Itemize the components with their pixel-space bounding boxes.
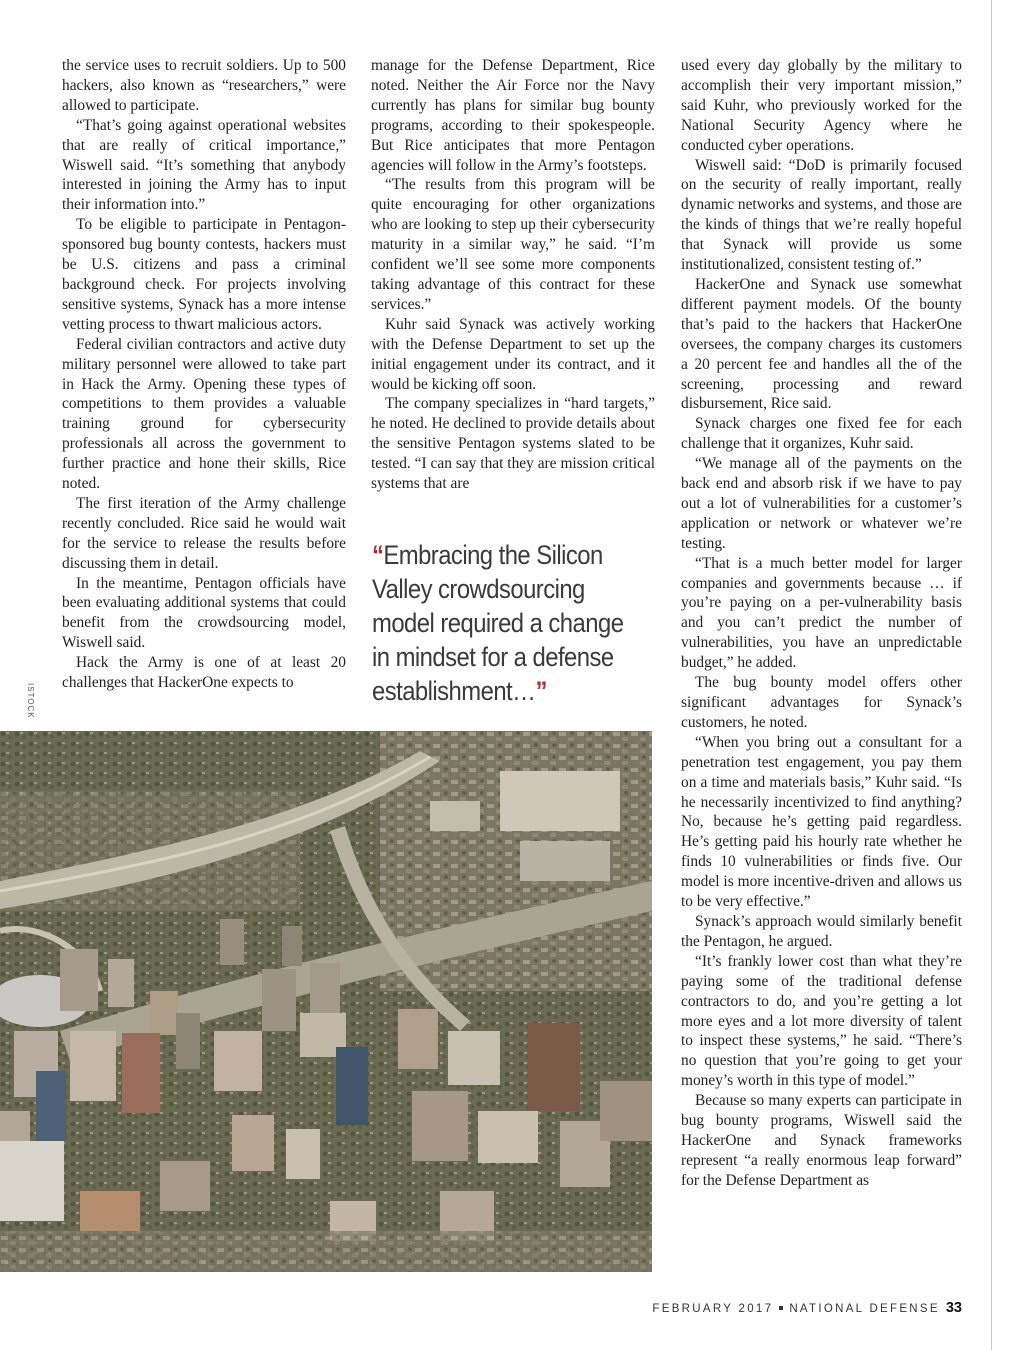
page-footer	[652, 1300, 962, 1316]
paragraph: Kuhr said Synack was actively working with the Defense Department to set up the initial engagement under its contract, and it would be kicking off soon.	[371, 315, 655, 393]
pull-quote-text: Embracing the Silicon Valley crowdsourcing model required a change in mindset for a defense establishment…	[372, 540, 624, 706]
paragraph: used every day globally by the military to accomplish their very important mission,” said Kuhr, who previously worked for the National Security Agency where he conducted cyber operations.	[681, 57, 962, 154]
paragraph: “That’s going against operational websites that are really of critical importance,” Wiswell said. “It’s something that anybody interested in joining the Army has to input their information into.”	[62, 116, 346, 214]
paragraph: HackerOne and Synack use somewhat different payment models. Of the bounty that’s paid to the hackers that HackerOne oversees, the company charges its customers a 20 percent fee and handles all the of the screening, processing and reward disbursement, Rice said.	[681, 275, 962, 413]
paragraph: Hack the Army is one of at least 20 challenges that HackerOne expects to	[62, 654, 346, 692]
aerial-city-photo	[0, 731, 652, 1272]
close-quote-mark: ”	[535, 676, 547, 706]
open-quote-mark: “	[372, 540, 384, 570]
page-edge-rule	[991, 0, 992, 1350]
paragraph: Federal civilian contractors and active duty military personnel were allowed to take part in Hack the Army. Opening these types of competitions to them provides a valuable training ground for cybersecurity professionals all across the government to further practice and hone their skills, Rice noted.	[62, 335, 346, 493]
paragraph: Synack charges one fixed fee for each challenge that it organizes, Kuhr said.	[681, 415, 962, 453]
paragraph: Because so many experts can participate in bug bounty programs, Wiswell said the HackerOne and Synack frameworks represent “a really enormous leap forward” for the Defense Department as	[681, 1092, 962, 1189]
paragraph: “We manage all of the payments on the back end and absorb risk if we have to pay out a lot of vulnerabilities for a customer’s application or network or whatever we’re testing.	[681, 455, 962, 552]
article-column-1	[62, 56, 346, 693]
paragraph: To be eligible to participate in Pentagon-sponsored bug bounty contests, hackers must be U.S. citizens and pass a criminal background check. For projects involving sensitive systems, Synack has a more intense vetting process to thwart malicious actors.	[62, 216, 346, 333]
aerial-city-illustration	[0, 731, 652, 1272]
paragraph: Wiswell said: “DoD is primarily focused on the security of really important, really dynamic networks and systems, and those are the kinds of things that we’re really hopeful that Synack will provide us some institutionalized, consistent testing of.”	[681, 156, 962, 274]
paragraph: The first iteration of the Army challenge recently concluded. Rice said he would wait for the service to release the results before discussing them in detail.	[62, 494, 346, 572]
paragraph: Synack’s approach would similarly benefit the Pentagon, he argued.	[681, 912, 962, 950]
footer-separator-square	[779, 1306, 783, 1310]
article-column-3	[681, 56, 962, 1191]
paragraph: “It’s frankly lower cost than what they’re paying some of the traditional defense contractors to do, and you’re getting a lot more eyes and a lot more diversity of talent to inspect these systems,” he said. “There’s no question that you’re going to get your money’s worth in this type of model.”	[681, 952, 962, 1090]
paragraph: the service uses to recruit soldiers. Up to 500 hackers, also known as “researchers,” were allowed to participate.	[62, 57, 346, 114]
page-number: 33	[945, 1300, 962, 1316]
footer-publication: NATIONAL DEFENSE	[789, 1303, 940, 1315]
paragraph: The company specializes in “hard targets,” he noted. He declined to provide details about the sensitive Pentagon systems slated to be tested. “I can say that they are mission critical systems that are	[371, 395, 655, 493]
article-column-2	[371, 56, 655, 494]
paragraph: “That is a much better model for larger companies and governments because … if you’re paying on a per-vulnerability basis and you can’t predict the number of vulnerabilities, you have an unpredictable budget,” he added.	[681, 554, 962, 672]
paragraph: “When you bring out a consultant for a penetration test engagement, you pay them on a time and materials basis,” Kuhr said. “Is he necessarily incentivized to find anything? No, because he’s getting paid regardless. He’s getting paid his hourly rate whether he finds 10 vulnerabilities or finds five. Our model is more incentive-driven and allows us to be very effective.”	[681, 733, 962, 911]
photo-credit: ISTOCK	[26, 683, 35, 719]
paragraph: “The results from this program will be quite encouraging for other organizations who are looking to step up their cybersecurity maturity in a similar way,” he said. “I’m confident we’ll see some more components taking advantage of this contract for these services.”	[371, 176, 655, 313]
pull-quote	[372, 538, 633, 708]
paragraph: manage for the Defense Department, Rice noted. Neither the Air Force nor the Navy currently has plans for similar bug bounty programs, according to their spokespeople. But Rice anticipates that more Pentagon agencies will follow in the Army’s footsteps.	[371, 57, 655, 174]
paragraph: In the meantime, Pentagon officials have been evaluating additional systems that could benefit from the crowdsourcing model, Wiswell said.	[62, 574, 346, 652]
footer-date: FEBRUARY 2017	[652, 1303, 774, 1315]
paragraph: The bug bounty model offers other significant advantages for Synack’s customers, he noted.	[681, 674, 962, 731]
